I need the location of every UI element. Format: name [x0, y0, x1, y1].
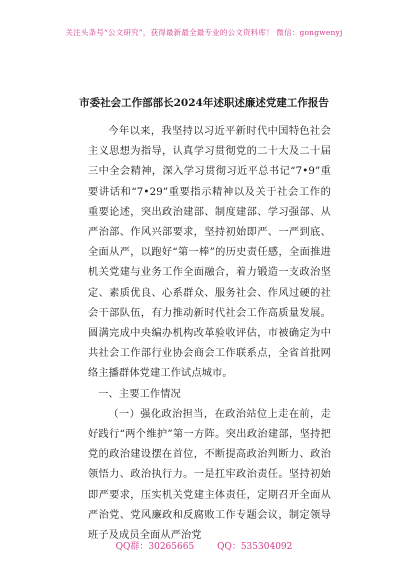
footer-qq: QQ：535304092	[217, 542, 293, 552]
footer-qq-group: QQ群：30265665	[115, 542, 195, 552]
section-heading: 一、主要工作情况	[98, 388, 181, 400]
footer-contact	[0, 539, 408, 552]
paragraph-section-1: （一）强化政治担当，在政治站位上走在前，走好践行“两个维护”第一方阵。突出政治建部，坚持把党的政治建设摆在首位，不断提高政治判断力、政治领悟力、政治执行力。一是扛牢政治责任。坚持初始即严要求，压实机关党建主体责任，定期召开全面从严治党、党风廉政和反腐败工作专题会议，制定领导班子及成员全面从严治党	[88, 408, 331, 542]
document-body	[88, 122, 331, 546]
paragraph-intro: 今年以来，我坚持以习近平新时代中国特色社会主义思想为指导，认真学习贯彻党的二十大及二十届三中全会精神，深入学习贯彻习近平总书记“7•9”重要讲话和“7•29”重要指示精神以及关于社会工作的重要论述，突出政治建部、制度建部、学习强部、从严治部、作风兴部要求，坚持初始即严、一严到底、全面从严，以跑好“第一棒”的历史责任感，全面推进机关党建与业务工作全面融合，着力锻造一支政治坚定、素质优良、心系群众、服务社会、作风过硬的社会干部队伍，有力推动新时代社会工作高质量发展。圆满完成中央编办机构改革验收评估，市被确定为中共社会工作部行业协会商会工作联系点，全省首批网络主播群体党建工作试点城市。	[88, 126, 331, 380]
header-banner: 关注头条号“公文研究”，获得最新最全最专业的公文资料库！ 微信：gongwenyj	[65, 28, 343, 37]
document-title: 市委社会工作部部长2024年述职述廉述党建工作报告	[79, 97, 329, 109]
